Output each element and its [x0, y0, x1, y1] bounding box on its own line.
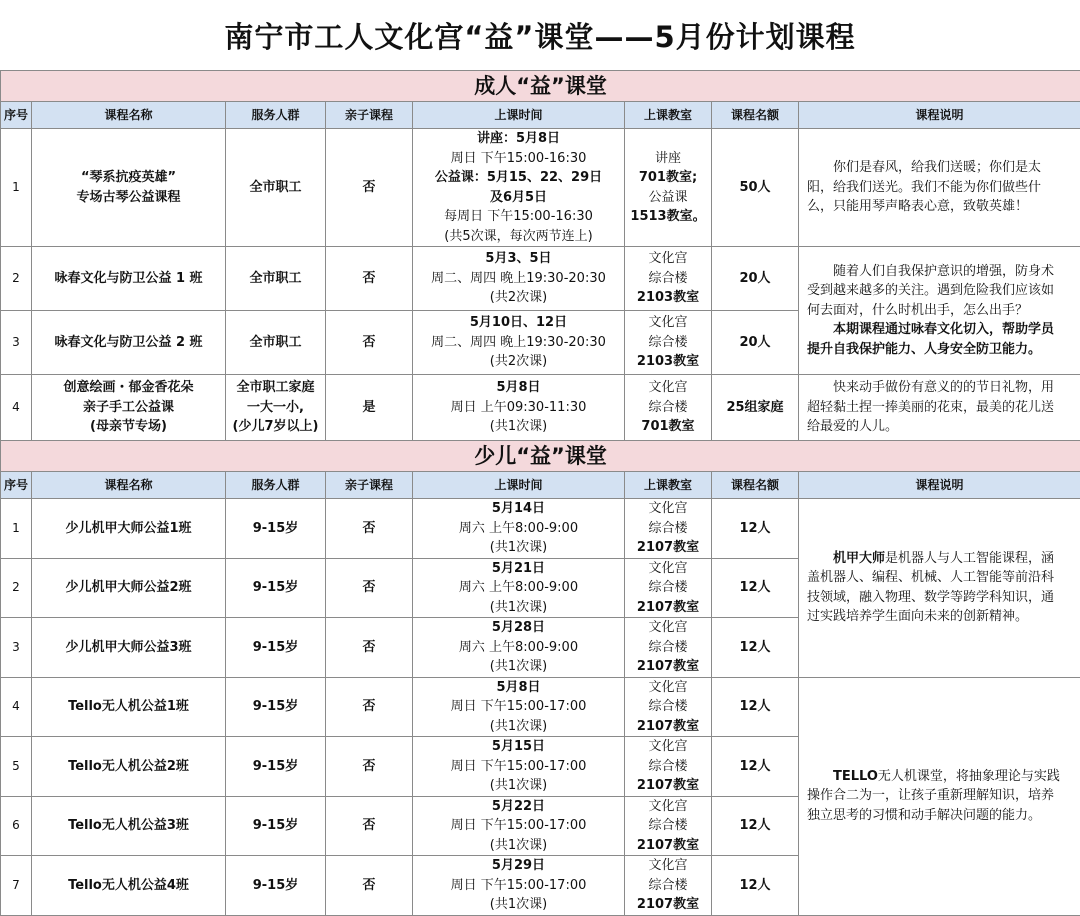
classroom	[625, 558, 712, 618]
cell-line: 2107教室	[628, 538, 708, 558]
cell-line: 综合楼	[628, 398, 708, 418]
description-text: 无人机课堂，将抽象理论与实践	[878, 769, 1060, 784]
description-line	[807, 549, 1066, 569]
cell-line: (共1次课)	[416, 776, 621, 796]
table-row	[1, 375, 1080, 441]
cell-line: 亲子手工公益课	[35, 398, 222, 418]
course-name	[32, 247, 226, 311]
cell-line: 5月10日、12日	[416, 313, 621, 333]
parent-child: 否	[326, 677, 413, 737]
cell-line: 讲座	[628, 149, 708, 169]
cell-line: (共1次课)	[416, 598, 621, 618]
audience	[226, 311, 326, 375]
cell-line: 文化宫	[628, 249, 708, 269]
description-line: 给最爱的人儿。	[807, 417, 1066, 437]
description-text: 快来动手做份有意义的的节日礼物，用	[833, 380, 1054, 395]
description-text: 是机器人与人工智能课程，涵	[885, 551, 1054, 566]
description-line	[807, 320, 1066, 340]
description-line	[807, 158, 1066, 178]
description-line: 超轻黏土捏一捧美丽的花束，最美的花儿送	[807, 398, 1066, 418]
class-time	[413, 618, 625, 678]
description-text: 随着人们自我保护意识的增强，防身术	[833, 264, 1054, 279]
classroom	[625, 499, 712, 559]
quota: 50人	[712, 129, 799, 247]
header-description: 课程说明	[799, 472, 1080, 499]
class-time	[413, 856, 625, 916]
header-time: 上课时间	[413, 472, 625, 499]
cell-line: 咏春文化与防卫公益 2 班	[35, 333, 222, 353]
cell-line: 5月22日	[416, 797, 621, 817]
kids-section-header	[1, 441, 1080, 472]
cell-line: 文化宫	[628, 618, 708, 638]
cell-line: 周六 上午8:00-9:00	[416, 578, 621, 598]
table-row	[1, 247, 1080, 311]
cell-line: 咏春文化与防卫公益 1 班	[35, 269, 222, 289]
parent-child: 否	[326, 247, 413, 311]
audience: 9-15岁	[226, 796, 326, 856]
description-line: 独立思考的习惯和动手解决问题的能力。	[807, 806, 1066, 826]
header-course-name: 课程名称	[32, 472, 226, 499]
cell-line: 综合楼	[628, 816, 708, 836]
cell-line: 综合楼	[628, 269, 708, 289]
cell-line: (共5次课，每次两节连上)	[416, 227, 621, 247]
class-time	[413, 558, 625, 618]
parent-child: 否	[326, 558, 413, 618]
cell-line: 一大一小,	[229, 398, 322, 418]
cell-line: 2103教室	[628, 288, 708, 308]
cell-line: (共1次课)	[416, 657, 621, 677]
cell-line: 文化宫	[628, 797, 708, 817]
cell-line: 文化宫	[628, 678, 708, 698]
cell-line: 综合楼	[628, 333, 708, 353]
description-line: 操作合二为一，让孩子重新理解知识，培养	[807, 786, 1066, 806]
cell-line: 1513教室。	[628, 207, 708, 227]
quota: 12人	[712, 856, 799, 916]
cell-line: (共1次课)	[416, 895, 621, 915]
parent-child: 是	[326, 375, 413, 441]
description-line	[807, 378, 1066, 398]
adult-header-row	[1, 102, 1080, 129]
cell-line: 2103教室	[628, 352, 708, 372]
cell-line: 全市职工家庭	[229, 378, 322, 398]
parent-child: 否	[326, 618, 413, 678]
class-time	[413, 375, 625, 441]
quota: 12人	[712, 737, 799, 797]
cell-line: (共1次课)	[416, 717, 621, 737]
class-time	[413, 247, 625, 311]
classroom	[625, 677, 712, 737]
class-time	[413, 129, 625, 247]
cell-line: 综合楼	[628, 697, 708, 717]
header-room: 上课教室	[625, 472, 712, 499]
cell-line: 5月8日	[416, 378, 621, 398]
cell-line: 周六 上午8:00-9:00	[416, 519, 621, 539]
quota: 25组家庭	[712, 375, 799, 441]
description-line: 技领域，融入物理、数学等跨学科知识，通	[807, 588, 1066, 608]
cell-line: (共2次课)	[416, 288, 621, 308]
cell-line: (共1次课)	[416, 417, 621, 437]
description-line: 么，只能用琴声略表心意，致敬英雄！	[807, 197, 1066, 217]
audience: 9-15岁	[226, 558, 326, 618]
course-name: Tello无人机公益1班	[32, 677, 226, 737]
cell-line: 文化宫	[628, 499, 708, 519]
description-text: 本期课程通过咏春文化切入，帮助学员	[833, 322, 1054, 337]
header-parent-child: 亲子课程	[326, 472, 413, 499]
quota: 12人	[712, 558, 799, 618]
cell-line: 2107教室	[628, 717, 708, 737]
cell-line: 文化宫	[628, 559, 708, 579]
table-row	[1, 677, 1080, 737]
description-keyword: TELLO	[833, 769, 878, 784]
cell-line: 及6月5日	[416, 188, 621, 208]
quota: 12人	[712, 677, 799, 737]
class-time	[413, 677, 625, 737]
audience	[226, 129, 326, 247]
cell-line: 2107教室	[628, 895, 708, 915]
class-time	[413, 796, 625, 856]
row-number: 5	[1, 737, 32, 797]
classroom	[625, 311, 712, 375]
parent-child: 否	[326, 737, 413, 797]
cell-line: 全市职工	[229, 178, 322, 198]
header-no: 序号	[1, 472, 32, 499]
cell-line: 每周日 下午15:00-16:30	[416, 207, 621, 227]
row-number: 1	[1, 129, 32, 247]
audience: 9-15岁	[226, 499, 326, 559]
header-room: 上课教室	[625, 102, 712, 129]
cell-line: 5月21日	[416, 559, 621, 579]
audience: 9-15岁	[226, 856, 326, 916]
course-name	[32, 311, 226, 375]
description-line	[807, 262, 1066, 282]
cell-line: 周日 下午15:00-17:00	[416, 816, 621, 836]
quota: 20人	[712, 311, 799, 375]
course-name: Tello无人机公益3班	[32, 796, 226, 856]
classroom	[625, 737, 712, 797]
classroom	[625, 796, 712, 856]
description-line: 过实践培养学生面向未来的创新精神。	[807, 607, 1066, 627]
parent-child: 否	[326, 499, 413, 559]
cell-line: (共1次课)	[416, 538, 621, 558]
cell-line: 专场古琴公益课程	[35, 188, 222, 208]
cell-line: 周日 下午15:00-17:00	[416, 697, 621, 717]
audience: 9-15岁	[226, 737, 326, 797]
cell-line: 全市职工	[229, 333, 322, 353]
page-title: 南宁市工人文化宫“益”课堂——5月份计划课程	[0, 0, 1080, 70]
cell-line: 综合楼	[628, 757, 708, 777]
cell-line: 公益课：5月15、22、29日	[416, 168, 621, 188]
cell-line: 5月28日	[416, 618, 621, 638]
cell-line: 周六 上午8:00-9:00	[416, 638, 621, 658]
cell-line: “琴系抗疫英雄”	[35, 168, 222, 188]
row-number: 3	[1, 311, 32, 375]
course-description	[799, 499, 1080, 678]
cell-line: 综合楼	[628, 578, 708, 598]
row-number: 4	[1, 375, 32, 441]
row-number: 7	[1, 856, 32, 916]
cell-line: 文化宫	[628, 737, 708, 757]
parent-child: 否	[326, 129, 413, 247]
classroom	[625, 247, 712, 311]
table-row	[1, 499, 1080, 559]
course-description	[799, 677, 1080, 915]
course-description	[799, 247, 1080, 375]
cell-line: 2107教室	[628, 598, 708, 618]
row-number: 2	[1, 558, 32, 618]
cell-line: (少儿7岁以上)	[229, 417, 322, 437]
cell-line: 综合楼	[628, 876, 708, 896]
course-name	[32, 129, 226, 247]
cell-line: 周日 下午15:00-16:30	[416, 149, 621, 169]
description-line	[807, 767, 1066, 787]
description-line: 盖机器人、编程、机械、人工智能等前沿科	[807, 568, 1066, 588]
header-quota: 课程名额	[712, 472, 799, 499]
cell-line: 5月15日	[416, 737, 621, 757]
row-number: 3	[1, 618, 32, 678]
header-course-name: 课程名称	[32, 102, 226, 129]
row-number: 1	[1, 499, 32, 559]
course-name: Tello无人机公益2班	[32, 737, 226, 797]
quota: 12人	[712, 796, 799, 856]
parent-child: 否	[326, 796, 413, 856]
table-row	[1, 129, 1080, 247]
cell-line: 2107教室	[628, 657, 708, 677]
header-parent-child: 亲子课程	[326, 102, 413, 129]
description-text: 你们是春风，给我们送暖；你们是太	[833, 160, 1041, 175]
class-time	[413, 311, 625, 375]
description-line: 提升自我保护能力、人身安全防卫能力。	[807, 340, 1066, 360]
audience	[226, 247, 326, 311]
cell-line: 周日 上午09:30-11:30	[416, 398, 621, 418]
cell-line: 文化宫	[628, 313, 708, 333]
class-time	[413, 737, 625, 797]
row-number: 2	[1, 247, 32, 311]
course-name: 少儿机甲大师公益1班	[32, 499, 226, 559]
audience: 9-15岁	[226, 677, 326, 737]
kids-header-row	[1, 472, 1080, 499]
cell-line: 5月3、5日	[416, 249, 621, 269]
cell-line: 周二、周四 晚上19:30-20:30	[416, 333, 621, 353]
classroom	[625, 618, 712, 678]
cell-line: 文化宫	[628, 378, 708, 398]
cell-line: (共2次课)	[416, 352, 621, 372]
audience: 9-15岁	[226, 618, 326, 678]
classroom	[625, 375, 712, 441]
cell-line: 周日 下午15:00-17:00	[416, 757, 621, 777]
description-keyword: 机甲大师	[833, 551, 885, 566]
row-number: 6	[1, 796, 32, 856]
cell-line: 701教室	[628, 417, 708, 437]
header-no: 序号	[1, 102, 32, 129]
header-description: 课程说明	[799, 102, 1080, 129]
cell-line: 综合楼	[628, 519, 708, 539]
cell-line: 全市职工	[229, 269, 322, 289]
quota: 20人	[712, 247, 799, 311]
adult-section-header-title: 成人“益”课堂	[1, 71, 1080, 102]
description-line: 何去面对，什么时机出手，怎么出手？	[807, 301, 1066, 321]
kids-section-header-title: 少儿“益”课堂	[1, 441, 1080, 472]
class-time	[413, 499, 625, 559]
description-line: 阳，给我们送光。我们不能为你们做些什	[807, 178, 1066, 198]
course-description	[799, 375, 1080, 441]
description-line: 受到越来越多的关注。遇到危险我们应该如	[807, 281, 1066, 301]
cell-line: 2107教室	[628, 776, 708, 796]
adult-section-header	[1, 71, 1080, 102]
cell-line: 5月8日	[416, 678, 621, 698]
row-number: 4	[1, 677, 32, 737]
cell-line: 5月29日	[416, 856, 621, 876]
course-table	[0, 70, 1080, 916]
parent-child: 否	[326, 311, 413, 375]
cell-line: 2107教室	[628, 836, 708, 856]
course-name	[32, 375, 226, 441]
course-description	[799, 129, 1080, 247]
classroom	[625, 856, 712, 916]
cell-line: (共1次课)	[416, 836, 621, 856]
classroom	[625, 129, 712, 247]
parent-child: 否	[326, 856, 413, 916]
cell-line: 创意绘画・郁金香花朵	[35, 378, 222, 398]
cell-line: 701教室;	[628, 168, 708, 188]
header-audience: 服务人群	[226, 472, 326, 499]
quota: 12人	[712, 618, 799, 678]
cell-line: 综合楼	[628, 638, 708, 658]
cell-line: 文化宫	[628, 856, 708, 876]
cell-line: 公益课	[628, 188, 708, 208]
header-audience: 服务人群	[226, 102, 326, 129]
cell-line: 周日 下午15:00-17:00	[416, 876, 621, 896]
course-name: Tello无人机公益4班	[32, 856, 226, 916]
cell-line: 讲座：5月8日	[416, 129, 621, 149]
cell-line: 5月14日	[416, 499, 621, 519]
header-time: 上课时间	[413, 102, 625, 129]
cell-line: (母亲节专场)	[35, 417, 222, 437]
audience	[226, 375, 326, 441]
quota: 12人	[712, 499, 799, 559]
header-quota: 课程名额	[712, 102, 799, 129]
cell-line: 周二、周四 晚上19:30-20:30	[416, 269, 621, 289]
course-name: 少儿机甲大师公益3班	[32, 618, 226, 678]
course-name: 少儿机甲大师公益2班	[32, 558, 226, 618]
